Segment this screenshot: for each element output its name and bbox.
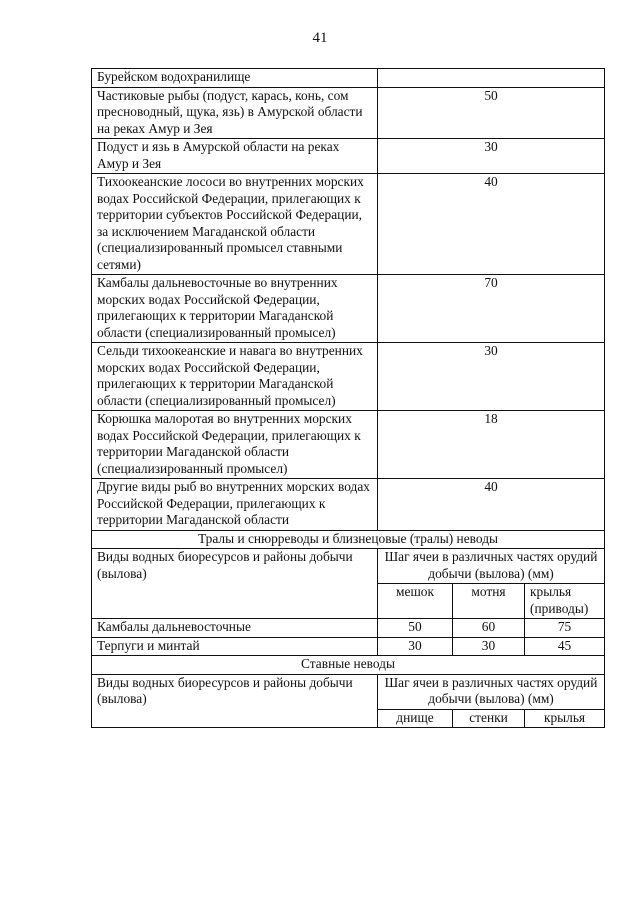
table-row	[92, 343, 605, 411]
column-header: днище	[378, 709, 453, 728]
table-row	[92, 479, 605, 531]
value-cell: 75	[525, 619, 605, 638]
section-title-row	[92, 656, 605, 675]
right-header: Шаг ячеи в различных частях орудий добычи (вылова) (мм)	[378, 674, 605, 709]
value-cell: 45	[525, 637, 605, 656]
header-row	[92, 674, 605, 709]
species-cell: Терпуги и минтай	[92, 637, 378, 656]
value-cell: 70	[378, 275, 605, 343]
species-cell: Другие виды рыб во внутренних морских водах Российской Федерации, прилегающих к территории Магаданской области	[92, 479, 378, 531]
species-cell: Сельди тихоокеанские и навага во внутренних морских водах Российской Федерации, прилегающих к территории Магаданской области (специализированный промысел)	[92, 343, 378, 411]
trawl-section	[92, 530, 605, 656]
table-row	[92, 174, 605, 275]
table-row	[92, 139, 605, 174]
value-cell: 18	[378, 411, 605, 479]
table-row	[92, 69, 605, 88]
column-header: крылья	[525, 709, 605, 728]
left-header: Виды водных биоресурсов и районы добычи (вылова)	[92, 549, 378, 619]
column-header: крылья (приводы)	[525, 584, 605, 619]
species-cell: Камбалы дальневосточные во внутренних морских водах Российской Федерации, прилегающих к территории Магаданской области (специализированный промысел)	[92, 275, 378, 343]
value-cell: 40	[378, 174, 605, 275]
species-cell: Камбалы дальневосточные	[92, 619, 378, 638]
table-row	[92, 637, 605, 656]
table-row	[92, 411, 605, 479]
page-number: 41	[312, 30, 328, 46]
value-cell: 30	[378, 637, 453, 656]
table-row	[92, 619, 605, 638]
column-header: мотня	[453, 584, 525, 619]
single-value-rows	[92, 69, 605, 531]
species-cell: Бурейском водохранилище	[92, 69, 378, 88]
net-section	[92, 656, 605, 728]
section-title: Ставные неводы	[92, 656, 605, 675]
value-cell: 30	[378, 343, 605, 411]
value-cell: 50	[378, 87, 605, 139]
left-header: Виды водных биоресурсов и районы добычи (вылова)	[92, 674, 378, 728]
table-row	[92, 87, 605, 139]
species-cell: Корюшка малоротая во внутренних морских водах Российской Федерации, прилегающих к территории Магаданской области (специализированный промысел)	[92, 411, 378, 479]
section-title-row	[92, 530, 605, 549]
value-cell: 30	[453, 637, 525, 656]
section-title: Тралы и снюрреводы и близнецовые (тралы) неводы	[92, 530, 605, 549]
column-header: стенки	[453, 709, 525, 728]
right-header: Шаг ячеи в различных частях орудий добычи (вылова) (мм)	[378, 549, 605, 584]
mesh-size-table	[91, 68, 605, 728]
table-row	[92, 275, 605, 343]
value-cell: 50	[378, 619, 453, 638]
column-header: мешок	[378, 584, 453, 619]
species-cell: Подуст и язь в Амурской области на реках Амур и Зея	[92, 139, 378, 174]
value-cell: 60	[453, 619, 525, 638]
header-row	[92, 549, 605, 584]
species-cell: Частиковые рыбы (подуст, карась, конь, сом пресноводный, щука, язь) в Амурской области на реках Амур и Зея	[92, 87, 378, 139]
value-cell: 30	[378, 139, 605, 174]
value-cell	[378, 69, 605, 88]
value-cell: 40	[378, 479, 605, 531]
species-cell: Тихоокеанские лососи во внутренних морских водах Российской Федерации, прилегающих к территории субъектов Российской Федерации, за исключением Магаданской области (специализированный промысел ставными сетями)	[92, 174, 378, 275]
